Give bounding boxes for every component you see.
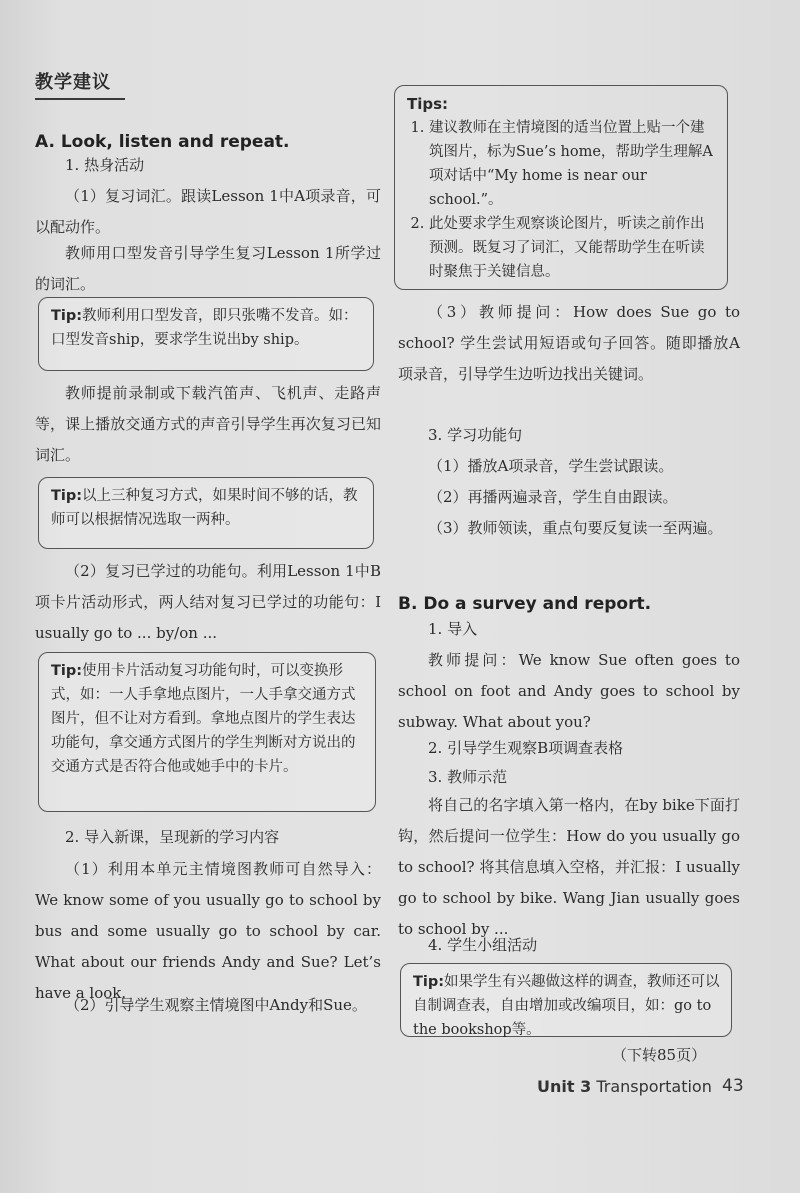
heading-underline bbox=[35, 98, 125, 100]
b-step-3: 3. 教师示范 bbox=[428, 768, 508, 786]
paragraph: （1）利用本单元主情境图教师可自然导入：We know some of you usually go to school by bus and some usually go to school by car. What about our friends Andy and Sue? Let’s have a look. bbox=[35, 860, 381, 1002]
tip-label: Tip: bbox=[51, 488, 83, 504]
tips-label: Tips: bbox=[407, 95, 449, 113]
b-step-4: 4. 学生小组活动 bbox=[428, 936, 538, 954]
tip-text: 教师利用口型发音，即只张嘴不发音。如：口型发音ship，要求学生说出by ship。 bbox=[51, 308, 358, 348]
paragraph: （1）复习词汇。跟读Lesson 1中A项录音，可以配动作。 bbox=[35, 187, 381, 236]
section-a-title: A. Look, listen and repeat. bbox=[35, 132, 290, 152]
paragraph: （1）播放A项录音，学生尝试跟读。 bbox=[428, 457, 674, 475]
tips-list bbox=[407, 116, 715, 284]
step-1-heading: 1. 热身活动 bbox=[65, 156, 145, 174]
tip-text: 以上三种复习方式，如果时间不够的话，教师可以根据情况选取一两种。 bbox=[51, 488, 358, 528]
tip-box bbox=[38, 297, 374, 371]
step-2-heading: 2. 导入新课，呈现新的学习内容 bbox=[65, 828, 280, 846]
paragraph: 教师用口型发音引导学生复习Lesson 1所学过的词汇。 bbox=[35, 244, 381, 293]
footer-unit-title: Transportation bbox=[596, 1077, 712, 1096]
paragraph: （3）教师提问：How does Sue go to school? 学生尝试用短语或句子回答。随即播放A项录音，引导学生边听边找出关键词。 bbox=[398, 303, 740, 383]
footer-unit bbox=[537, 1077, 712, 1096]
paragraph: 教师提前录制或下载汽笛声、飞机声、走路声等，课上播放交通方式的声音引导学生再次复习已知词汇。 bbox=[35, 384, 381, 464]
tips-box bbox=[394, 85, 728, 290]
section-b-title: B. Do a survey and report. bbox=[398, 594, 652, 614]
tips-item: 1. 建议教师在主情境图的适当位置上贴一个建筑图片，标为Sue’s home，帮助学生理解A项对话中“My home is near our school.”。 bbox=[429, 116, 715, 212]
paragraph: （2）再播两遍录音，学生自由跟读。 bbox=[428, 488, 678, 506]
step-3-heading: 3. 学习功能句 bbox=[428, 426, 523, 444]
paragraph: （2）复习已学过的功能句。利用Lesson 1中B项卡片活动形式，两人结对复习已学过的功能句：I usually go to ... by/on ... bbox=[35, 562, 381, 642]
tips-item: 2. 此处要求学生观察谈论图片，听读之前作出预测。既复习了词汇，又能帮助学生在听读时聚焦于关键信息。 bbox=[429, 212, 715, 284]
b-step-1: 1. 导入 bbox=[428, 620, 478, 638]
paragraph: 将自己的名字填入第一格内，在by bike下面打钩，然后提问一位学生：How do you usually go to school? 将其信息填入空格，并汇报：I usually go to school by bike. Wang Jian usually goes to school by ... bbox=[398, 796, 740, 938]
paragraph: 教师提问：We know Sue often goes to school on foot and Andy goes to school by subway. What about you? bbox=[398, 651, 740, 731]
paragraph: （3）教师领读，重点句要反复读一至两遍。 bbox=[428, 519, 723, 537]
tip-text: 如果学生有兴趣做这样的调查，教师还可以自制调查表，自由增加或改编项目，如：go to the bookshop等。 bbox=[413, 974, 720, 1038]
footer-unit-number: Unit 3 bbox=[537, 1077, 592, 1096]
tip-text: 使用卡片活动复习功能句时，可以变换形式，如：一人手拿地点图片，一人手拿交通方式图片，但不让对方看到。拿地点图片的学生表达功能句，拿交通方式图片的学生判断对方说出的交通方式是否符合他或她手中的卡片。 bbox=[51, 663, 356, 775]
tip-box bbox=[38, 477, 374, 549]
continued-note: （下转85页） bbox=[612, 1046, 707, 1064]
tip-box bbox=[400, 963, 732, 1037]
page-heading: 教学建议 bbox=[35, 72, 111, 93]
tip-label: Tip: bbox=[413, 974, 445, 990]
tip-label: Tip: bbox=[51, 308, 83, 324]
tip-label: Tip: bbox=[51, 663, 83, 679]
b-step-2: 2. 引导学生观察B项调查表格 bbox=[428, 739, 624, 757]
paragraph: （2）引导学生观察主情境图中Andy和Sue。 bbox=[65, 996, 367, 1014]
tip-box bbox=[38, 652, 376, 812]
page-number: 43 bbox=[722, 1076, 744, 1096]
